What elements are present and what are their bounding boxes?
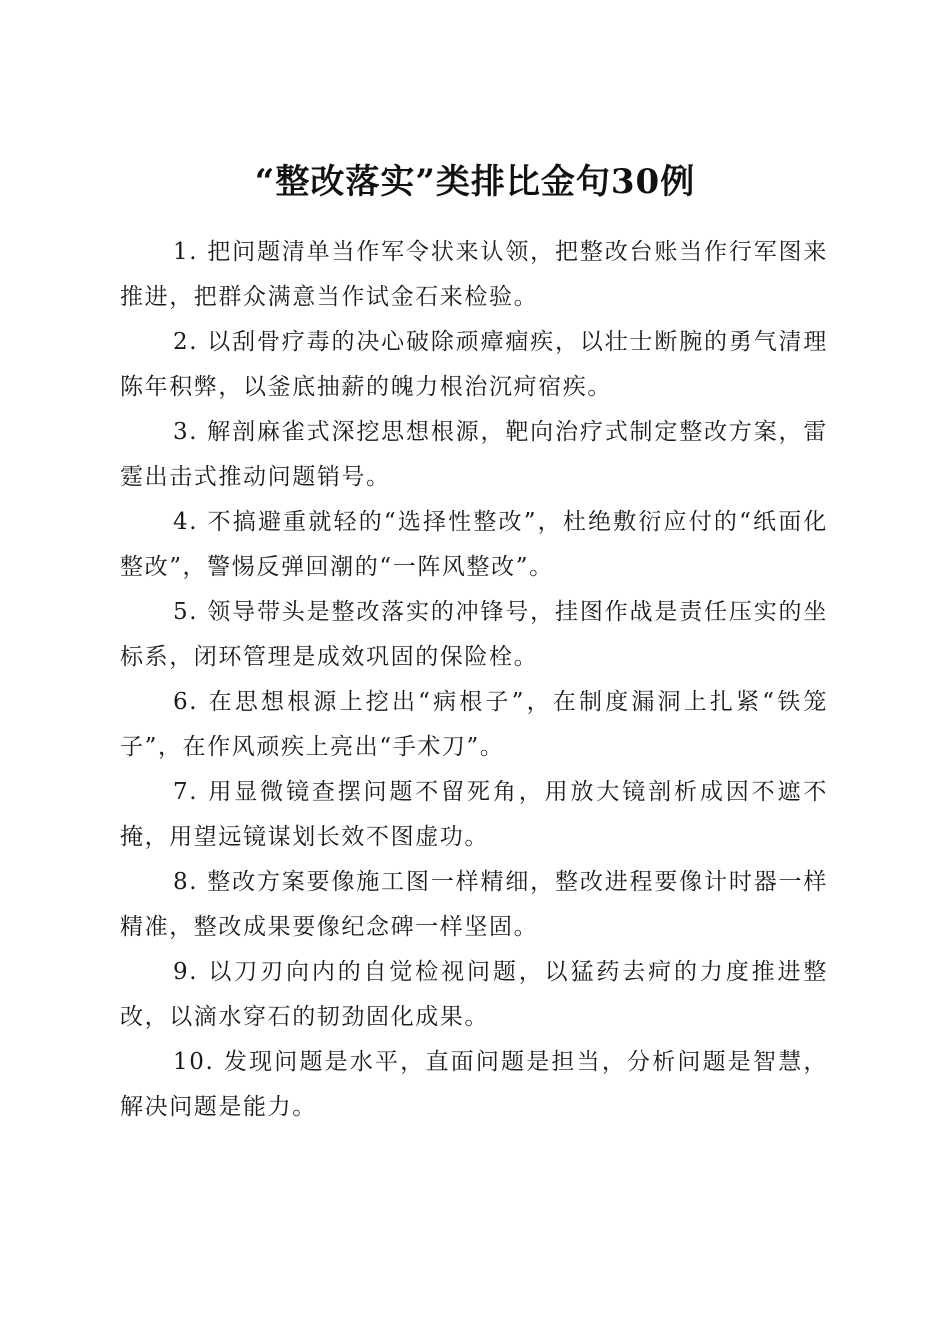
paragraph-2: 2. 以刮骨疗毒的决心破除顽瘴痼疾，以壮士断腕的勇气清理陈年积弊，以釜底抽薪的魄力根治沉疴宿疾。: [120, 329, 828, 400]
paragraph-7: 7. 用显微镜查摆问题不留死角，用放大镜剖析成因不遮不掩，用望远镜谋划长效不图虚功。: [120, 779, 828, 850]
paragraph-5: 5. 领导带头是整改落实的冲锋号，挂图作战是责任压实的坐标系，闭环管理是成效巩固的保险栓。: [120, 599, 828, 670]
document-title: “整改落实”类排比金句30例: [254, 161, 696, 202]
paragraph-10: 10. 发现问题是水平，直面问题是担当，分析问题是智慧，解决问题是能力。: [120, 1049, 828, 1120]
paragraph-6: 6. 在思想根源上挖出“病根子”，在制度漏洞上扎紧“铁笼子”，在作风顽疾上亮出“手术刀”。: [120, 689, 828, 760]
paragraph-4: 4. 不搞避重就轻的“选择性整改”，杜绝敷衍应付的“纸面化整改”，警惕反弹回潮的“一阵风整改”。: [120, 509, 828, 580]
paragraph-3: 3. 解剖麻雀式深挖思想根源，靶向治疗式制定整改方案，雷霆出击式推动问题销号。: [120, 419, 828, 490]
paragraph-1: 1. 把问题清单当作军令状来认领，把整改台账当作行军图来推进，把群众满意当作试金石来检验。: [120, 239, 828, 310]
document-body: [120, 230, 828, 1130]
paragraph-9: 9. 以刀刃向内的自觉检视问题，以猛药去疴的力度推进整改，以滴水穿石的韧劲固化成果。: [120, 959, 828, 1030]
paragraph-8: 8. 整改方案要像施工图一样精细，整改进程要像计时器一样精准，整改成果要像纪念碑一样坚固。: [120, 869, 828, 940]
